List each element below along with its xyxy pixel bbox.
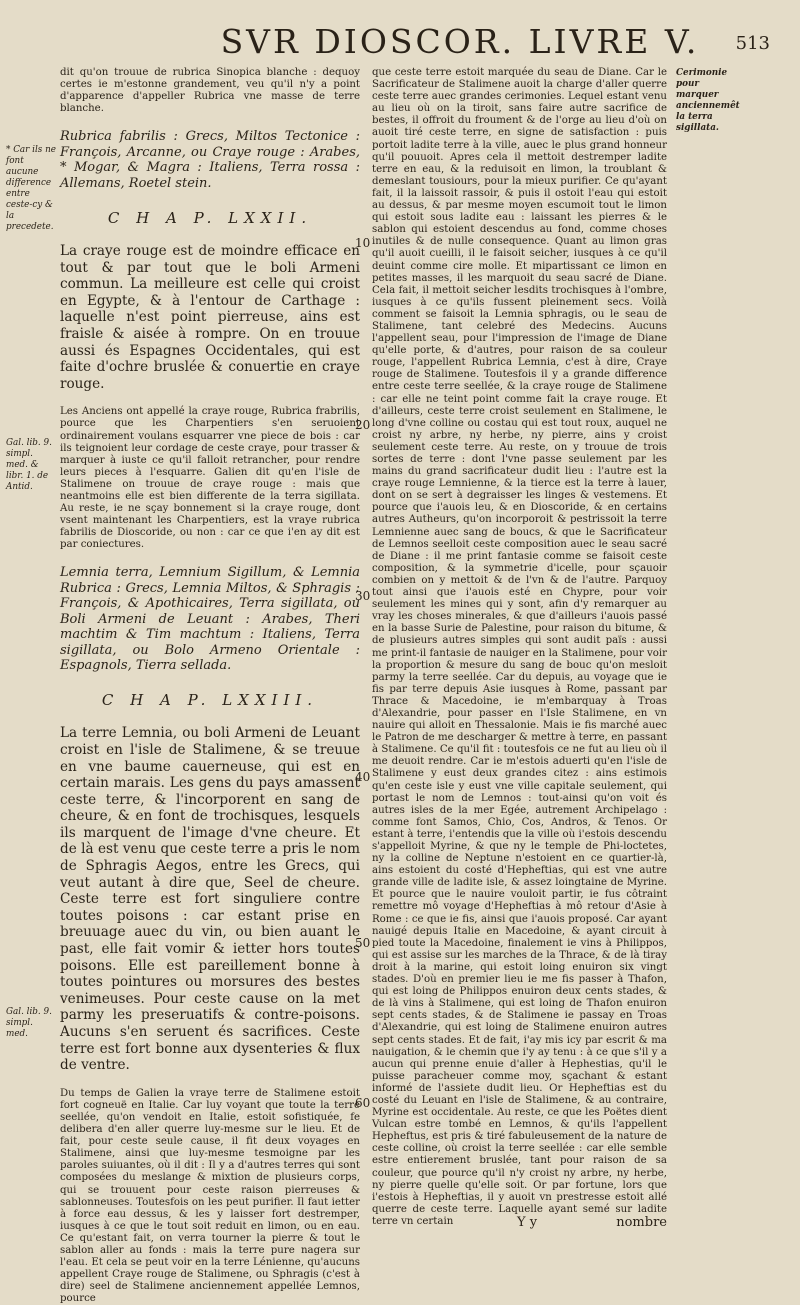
line-number-10: 10 — [355, 236, 371, 250]
margin-note-left-1: * Car ils ne font aucune difference entre ceste-cy & la precedete. — [6, 145, 56, 232]
margin-note-right-1: Cerimonie pour marquer anciennemêt la terra sigillata. — [676, 68, 740, 133]
chapter-heading: C H A P. LXXIII. — [101, 691, 319, 710]
line-number-20: 20 — [355, 418, 371, 432]
chapter-heading: C H A P. LXXII. — [107, 209, 313, 227]
margin-note-left-3: Gal. lib. 9. simpl. med. — [6, 1007, 52, 1039]
paragraph: La terre Lemnia, ou boli Armeni de Leuant croist en l'isle de Stalimene, & se treuue en vne baume cauerneuse, qui est en certain marais. Les gens du pays amassent ceste terre, & l'incorporent en sang de cheure, & en font de trochisques, lesquels ils marquent de l'image d'vne cheure. Et de là est venu que ceste terre a pris le nom de Sphragis Aegos, entre les Grecs, qui veut autant à dire que, Seel de cheure. Ceste terre est fort singuliere contre toutes poisons : car estant prise en breuuage auec du vin, ou bien auant le past, elle fait vomir & ietter hors toutes poisons. Elle est pareillement bonne à toutes pointures ou morsures des bestes venimeuses. Pour ceste cause on la met parmy les preseruatifs & contre-poisons. Aucuns s'en seruent és sacrifices. Ceste terre est fort bonne aux dysenteries & flux de ventre. — [60, 725, 360, 1074]
left-column — [60, 67, 360, 1305]
catchline — [372, 1215, 667, 1235]
line-number-60: 60 — [355, 1096, 371, 1110]
page-number: 513 — [735, 33, 770, 54]
page-header — [150, 22, 770, 62]
synonym-list: Lemnia terra, Lemnium Sigillum, & Lemnia Rubrica : Grecs, Lemnia Miltos, & Sphragis : François, & Apothicaires, Terra sigillata, ou Boli Armeni de Leuant : Arabes, Theri machtim & Tim machtum : Italiens, Terra sigillata, ou Bolo Armeno Orientale : Espagnols, Tierra sellada. — [60, 565, 360, 673]
signature-mark: Y y — [517, 1215, 538, 1230]
running-title: SVR DIOSCOR. LIVRE V. — [220, 22, 700, 61]
line-number-40: 40 — [355, 770, 371, 784]
commentary-paragraph: Les Anciens ont appellé la craye rouge, Rubrica frabrilis, pource que les Charpentiers s'en seruoient ordinairement voulans esquarrer vne piece de bois : car ils teignoient leur cordage de ceste craye, pour trasser & marquer à iuste ce qu'il falloit retrancher, pour rendre leurs pieces à l'esquarre. Galien dit qu'en l'isle de Stalimene on trouue de craye rouge : mais que neantmoins elle est bien differente de la terra sigillata. Au reste, ie ne sçay bonnement si la craye rouge, dont vsent maintenant les Charpentiers, est la vraye rubrica fabrilis de Dioscoride, ou non : car ce que i'en ay dit est par coniectures. — [60, 406, 360, 551]
paragraph: dit qu'on trouue de rubrica Sinopica blanche : dequoy certes ie m'estonne grandement, veu qu'il n'y a point d'apparence d'appeller Rubrica vne masse de terre blanche. — [60, 67, 360, 115]
commentary-paragraph: que ceste terre estoit marquée du seau de Diane. Car le Sacrificateur de Stalimene auoit la charge d'aller querre ceste terre auec grandes cerimonies. Lequel estant venu au lieu où on la tiroit, sans faire autre sacrifice de bestes, il offroit du froument & de l'orge au lieu d'où on auoit tiré ceste terre, en signe de satisfaction : puis portoit ladite terre à la ville, auec le plus grand honneur qu'il pouuoit. Apres cela il mettoit destremper ladite terre en eau, & la reduisoit en limon, la troublant & demeslant tousiours, pour la mieux purifier. Ce qu'ayant fait, il la laissoit rassoir, & puis il ostoit l'eau qui estoit au dessus, & par mesme moyen escumoit tout le limon qui estoit sous ladite eau : laissant les pierres & le sablon qui estoient descendus au fond, comme choses inutiles & de nulle consequence. Quant au limon gras qu'il auoit cueilli, il le faisoit seicher, iusques à ce qu'il deuint comme cire molle. Et mipartissant ce limon en petites masses, il les marquoit du seau sacré de Diane. Cela fait, il mettoit seicher lesdits trochisques à l'ombre, iusques à ce qu'ils fussent pleinement secs. Voilà comment se faisoit la Lemnia sphragis, ou le seau de Stalimene, tant celebré des Medecins. Aucuns l'appellent seau, pour l'impression de l'image de Diane qu'elle porte, & d'autres, pour raison de sa couleur rouge, l'appellent Rubrica Lemnia, c'est à dire, Craye rouge de Stalimene. Toutesfois il y a grande difference entre ceste terre seellée, & la craye rouge de Stalimene : car elle ne teint point comme fait la craye rouge. Et d'ailleurs, ceste terre croist seulement en Stalimene, le long d'vne colline ou costau qui est tout roux, auquel ne croist ny arbre, ny herbe, ny pierre, ains y croist seulement ceste terre. Au reste, on y trouue de trois sortes de terre : dont l'vne passe seulement par les mains du grand sacrificateur dudit lieu : l'autre est la craye rouge Lemnienne, & la tierce est la terre à lauer, dont on se sert à degraisser les linges & vestemens. Et pource que i'auois leu, & en Dioscoride, & en certains autres Autheurs, qu'on incorporoit & pestrissoit la terre Lemnienne auec sang de boucs, & que le Sacrificateur de Lemnos seelloit ceste composition auec le seau sacré de Diane : il me print fantasie comme se faisoit ceste composition, & la symmetrie d'icelle, pour sçauoir combien on y mettoit & de l'vn & de l'autre. Parquoy tout ainsi que i'auois esté en Chypre, pour voir seulement les mines qui y sont, afin d'y remarquer au vray les choses minerales, & que d'ailleurs i'auois passé en la basse Surie de Palestine, pour raison du bitume, & de plusieurs autres simples qui sont audit païs : aussi me print-il fantasie de nauiger en la Stalimene, pour voir la proportion & mesure du sang de bouc qu'on mesloit parmy la terre seellée. Car du depuis, au voyage que ie fis par terre depuis Asie iusques à Rome, passant par Thrace & Macedoine, ie m'embarquay à Troas d'Alexandrie, pour passer en l'Isle Stalimene, en vn nauire qui alloit en Thessalonie. Mais ie fis marché auec le Patron de me descharger & mettre à terre, en passant à Stalimene. Ce qu'il fit : toutesfois ce ne fut au lieu où il me deuoit rendre. Car ie m'estois aduerti qu'en l'isle de Stalimene y eust deux grandes citez : ains estimois qu'en ceste isle y eust vne ville capitale seulement, qui portast le nom de Lemnos : tout-ainsi qu'on voit és autres isles de la mer Egée, autrement Archipelago : comme font Samos, Chio, Cos, Andros, & Tenos. Or estant à terre, i'entendis que la ville où i'estois descendu s'appelloit Myrine, & que ny le temple de Phi-loctetes, ny la colline de Neptune n'estoient en ce quartier-là, ains estoient du costé d'Hepheftias, qui est vne autre grande ville de ladite isle, & assez loingtaine de Myrine. Et pource que le nauire vouloit partir, ie fus côtraint remettre mô voyage d'Hepheftias à mô retour d'Asie à Rome : ce que ie fis, ainsi que i'auois proposé. Car ayant nauigé depuis Italie en Macedoine, & ayant circuit à pied toute la Macedoine, finalement ie vins à Philippos, qui est assise sur les marches de la Thrace, & de là tiray droit à la marine, qui estoit loing enuiron six vingt stades. D'où en premier lieu ie me fis passer à Thafon, qui est loing de Philippos enuiron deux cents stades, & de là vins à Stalimene, qui est loing de Thafon enuiron sept cents stades, & de Stalimene ie passay en Troas d'Alexandrie, qui est loing de Stalimene enuiron autres sept cents stades. Et de fait, i'ay mis icy par escrit & ma nauigation, & le chemin que i'y ay tenu : à ce que s'il y a aucun qui prenne enuie d'aller à Hephestias, qu'il le puisse paracheuer comme moy, sçachant & estant informé de l'assiete dudit lieu. Or Hepheftias est du costé du Leuant en l'isle de Stalimene, & au contraire, Myrine est occidentale. Au reste, ce que les Poëtes dient Vulcan estre tombé en Lemnos, & qu'ils l'appellent Hepheftus, est pris & tiré fabuleusement de la nature de ceste colline, où croist la terre seellée : car elle semble estre entierement bruslée, tant pour raison de sa couleur, que pource qu'il n'y croist ny arbre, ny herbe, ny pierre quelle qu'elle soit. Or par fortune, lors que i'estois à Hepheftias, il y auoit vn prestresse estoit allé querre de ceste terre. Laquelle ayant semé sur ladite terre vn certain — [372, 67, 667, 1227]
paragraph: La craye rouge est de moindre efficace en tout & par tout que le boli Armeni commun. La meilleure est celle qui croist en Egypte, & à l'entour de Carthage : laquelle n'est point pierreuse, ains est fraisle & aisée à rompre. On en trouue aussi és Espagnes Occidentales, qui est faite d'ochre bruslée & conuertie en craye rouge. — [60, 243, 360, 392]
synonym-list: Rubrica fabrilis : Grecs, Miltos Tectonice : François, Arcanne, ou Craye rouge : Arabes, * Mogar, & Magra : Italiens, Terra rossa : Allemans, Roetel stein. — [60, 129, 360, 191]
commentary-paragraph: Du temps de Galien la vraye terre de Stalimene estoit fort cogneuë en Italie. Car luy voyant que toute la terre seellée, qu'on vendoit en Italie, estoit sofistiquée, fe delibera d'en aller querre luy-mesme sur le lieu. Et de fait, pour ceste seule cause, il fit deux voyages en Stalimene, ainsi que luy-mesme tesmoigne par les paroles suiuantes, où il dit : Il y a d'autres terres qui sont composées du meslange & mixtion de plusieurs corps, qui se trouuent pour ceste raison pierreuses & sablonneuses. Toutesfois on les peut purifier. Il faut ietter à force eau dessus, & les y laisser fort destremper, iusques à ce que le tout soit reduit en limon, ou en eau. Ce qu'estant fait, on verra tourner la pierre & tout le sablon aller au fonds : mais la terre pure nagera sur l'eau. Et cela se peut voir en la terre Lénienne, qu'aucuns appellent Craye rouge de Stalimene, ou Sphragis (c'est à dire) seel de Stalimene anciennement appellée Lemnos, pource — [60, 1087, 360, 1305]
catchword: nombre — [616, 1215, 667, 1230]
margin-note-left-2: Gal. lib. 9. simpl. med. & libr. 1. de Antid. — [6, 438, 52, 492]
line-number-50: 50 — [355, 936, 371, 950]
line-number-30: 30 — [355, 589, 371, 603]
